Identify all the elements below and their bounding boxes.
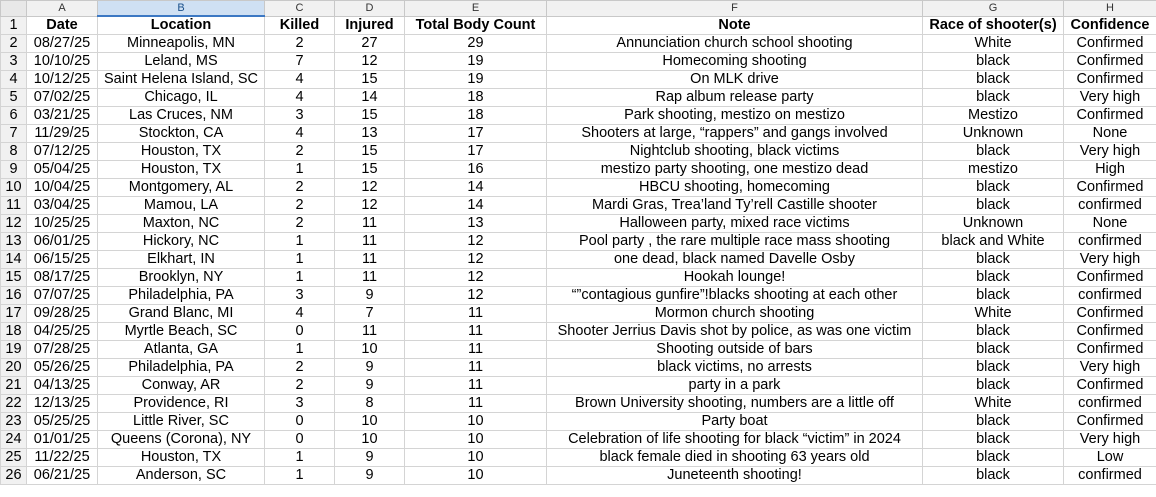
table-cell[interactable]: 06/15/25 <box>27 251 98 269</box>
table-cell[interactable]: HBCU shooting, homecoming <box>547 179 923 197</box>
table-cell[interactable]: Houston, TX <box>98 143 265 161</box>
table-cell[interactable]: Montgomery, AL <box>98 179 265 197</box>
table-cell[interactable]: Confirmed <box>1064 413 1156 431</box>
table-row <box>1 89 1156 107</box>
table-cell[interactable]: confirmed <box>1064 467 1156 485</box>
table-row <box>1 287 1156 305</box>
row-number[interactable]: 14 <box>1 251 27 269</box>
table-cell[interactable]: On MLK drive <box>547 71 923 89</box>
table-cell[interactable]: Shooter Jerrius Davis shot by police, as was one victim <box>547 323 923 341</box>
table-cell[interactable]: Atlanta, GA <box>98 341 265 359</box>
table-cell[interactable]: Hickory, NC <box>98 233 265 251</box>
table-cell[interactable]: 1 <box>265 467 335 485</box>
table-cell[interactable]: Confirmed <box>1064 305 1156 323</box>
table-cell[interactable]: Grand Blanc, MI <box>98 305 265 323</box>
table-cell[interactable]: black <box>923 359 1064 377</box>
table-row <box>1 305 1156 323</box>
table-cell[interactable]: 27 <box>335 35 405 53</box>
table-cell[interactable]: 07/28/25 <box>27 341 98 359</box>
table-row <box>1 377 1156 395</box>
table-cell[interactable]: 10 <box>335 413 405 431</box>
row-number[interactable]: 26 <box>1 467 27 485</box>
column-header-d[interactable]: D <box>335 1 405 17</box>
table-cell[interactable]: 13 <box>335 125 405 143</box>
row-number[interactable]: 21 <box>1 377 27 395</box>
header-cell[interactable]: Race of shooter(s) <box>923 16 1064 35</box>
table-cell[interactable]: Very high <box>1064 359 1156 377</box>
table-cell[interactable]: 10/10/25 <box>27 53 98 71</box>
table-cell[interactable]: None <box>1064 125 1156 143</box>
row-number[interactable]: 5 <box>1 89 27 107</box>
table-row <box>1 107 1156 125</box>
table-cell[interactable]: White <box>923 305 1064 323</box>
table-cell[interactable]: black and White <box>923 233 1064 251</box>
table-cell[interactable]: 19 <box>405 71 547 89</box>
table-cell[interactable]: 06/21/25 <box>27 467 98 485</box>
table-cell[interactable]: 03/21/25 <box>27 107 98 125</box>
header-row <box>1 16 1156 35</box>
table-cell[interactable]: 10 <box>405 449 547 467</box>
table-cell[interactable]: 12 <box>405 287 547 305</box>
table-cell[interactable]: 12 <box>335 197 405 215</box>
table-cell[interactable]: 15 <box>335 107 405 125</box>
table-cell[interactable]: 10 <box>335 431 405 449</box>
table-cell[interactable]: Confirmed <box>1064 269 1156 287</box>
table-cell[interactable]: 09/28/25 <box>27 305 98 323</box>
table-cell[interactable]: black <box>923 467 1064 485</box>
table-cell[interactable]: None <box>1064 215 1156 233</box>
row-number[interactable]: 24 <box>1 431 27 449</box>
table-cell[interactable]: Confirmed <box>1064 53 1156 71</box>
column-header-g[interactable]: G <box>923 1 1064 17</box>
table-cell[interactable]: black <box>923 341 1064 359</box>
table-cell[interactable]: 4 <box>265 125 335 143</box>
table-cell[interactable]: 14 <box>405 179 547 197</box>
table-cell[interactable]: 2 <box>265 377 335 395</box>
table-cell[interactable]: 7 <box>335 305 405 323</box>
table-cell[interactable]: Little River, SC <box>98 413 265 431</box>
table-cell[interactable]: Very high <box>1064 431 1156 449</box>
table-cell[interactable]: 9 <box>335 449 405 467</box>
table-cell[interactable]: Shooters at large, “rappers” and gangs involved <box>547 125 923 143</box>
table-cell[interactable]: 12 <box>335 53 405 71</box>
table-cell[interactable]: 04/25/25 <box>27 323 98 341</box>
table-cell[interactable]: mestizo party shooting, one mestizo dead <box>547 161 923 179</box>
table-row <box>1 161 1156 179</box>
table-cell[interactable]: Confirmed <box>1064 107 1156 125</box>
table-cell[interactable]: 08/27/25 <box>27 35 98 53</box>
table-cell[interactable]: black <box>923 53 1064 71</box>
table-row <box>1 215 1156 233</box>
table-cell[interactable]: Mestizo <box>923 107 1064 125</box>
table-cell[interactable]: Philadelphia, PA <box>98 287 265 305</box>
table-cell[interactable]: 3 <box>265 287 335 305</box>
header-cell[interactable]: Killed <box>265 16 335 35</box>
row-number[interactable]: 16 <box>1 287 27 305</box>
table-cell[interactable]: Stockton, CA <box>98 125 265 143</box>
table-cell[interactable]: Maxton, NC <box>98 215 265 233</box>
table-cell[interactable]: confirmed <box>1064 395 1156 413</box>
table-cell[interactable]: Juneteenth shooting! <box>547 467 923 485</box>
table-cell[interactable]: Queens (Corona), NY <box>98 431 265 449</box>
table-row <box>1 467 1156 485</box>
table-cell[interactable]: 29 <box>405 35 547 53</box>
table-cell[interactable]: 12 <box>335 179 405 197</box>
table-cell[interactable]: 1 <box>265 449 335 467</box>
table-cell[interactable]: 04/13/25 <box>27 377 98 395</box>
table-cell[interactable]: Confirmed <box>1064 323 1156 341</box>
table-cell[interactable]: Very high <box>1064 89 1156 107</box>
table-cell[interactable]: black <box>923 449 1064 467</box>
table-cell[interactable]: 2 <box>265 359 335 377</box>
table-row <box>1 197 1156 215</box>
table-cell[interactable]: Confirmed <box>1064 341 1156 359</box>
table-cell[interactable]: Brown University shooting, numbers are a little off <box>547 395 923 413</box>
table-cell[interactable]: 11 <box>405 323 547 341</box>
table-cell[interactable]: Celebration of life shooting for black “victim” in 2024 <box>547 431 923 449</box>
table-cell[interactable]: 3 <box>265 107 335 125</box>
table-cell[interactable]: Hookah lounge! <box>547 269 923 287</box>
table-cell[interactable]: 11 <box>405 341 547 359</box>
table-row <box>1 269 1156 287</box>
row-number[interactable]: 17 <box>1 305 27 323</box>
table-row <box>1 341 1156 359</box>
column-header-b[interactable]: B <box>98 1 265 17</box>
table-cell[interactable]: 2 <box>265 215 335 233</box>
table-cell[interactable]: mestizo <box>923 161 1064 179</box>
row-number[interactable]: 4 <box>1 71 27 89</box>
table-cell[interactable]: 11 <box>405 305 547 323</box>
table-row <box>1 233 1156 251</box>
table-cell[interactable]: 10 <box>405 413 547 431</box>
table-cell[interactable]: 4 <box>265 89 335 107</box>
table-cell[interactable]: 06/01/25 <box>27 233 98 251</box>
table-cell[interactable]: Brooklyn, NY <box>98 269 265 287</box>
table-cell[interactable]: Nightclub shooting, black victims <box>547 143 923 161</box>
header-cell[interactable]: Injured <box>335 16 405 35</box>
table-cell[interactable]: 10 <box>405 467 547 485</box>
table-cell[interactable]: Confirmed <box>1064 377 1156 395</box>
table-cell[interactable]: confirmed <box>1064 287 1156 305</box>
table-cell[interactable]: High <box>1064 161 1156 179</box>
table-cell[interactable]: 10/04/25 <box>27 179 98 197</box>
column-header-row <box>1 1 1156 17</box>
table-cell[interactable]: Confirmed <box>1064 71 1156 89</box>
table-cell[interactable]: 11 <box>405 395 547 413</box>
table-cell[interactable]: 18 <box>405 89 547 107</box>
table-cell[interactable]: black victims, no arrests <box>547 359 923 377</box>
table-cell[interactable]: 2 <box>265 179 335 197</box>
table-cell[interactable]: Philadelphia, PA <box>98 359 265 377</box>
table-cell[interactable]: 0 <box>265 413 335 431</box>
table-cell[interactable]: black <box>923 413 1064 431</box>
table-cell[interactable]: 11/22/25 <box>27 449 98 467</box>
table-cell[interactable]: 11 <box>335 233 405 251</box>
table-cell[interactable]: 01/01/25 <box>27 431 98 449</box>
column-header-e[interactable]: E <box>405 1 547 17</box>
row-number[interactable]: 12 <box>1 215 27 233</box>
row-number[interactable]: 13 <box>1 233 27 251</box>
row-number[interactable]: 7 <box>1 125 27 143</box>
table-cell[interactable]: Confirmed <box>1064 179 1156 197</box>
table-cell[interactable]: Pool party , the rare multiple race mass shooting <box>547 233 923 251</box>
table-cell[interactable]: Unknown <box>923 215 1064 233</box>
table-cell[interactable]: 10 <box>335 341 405 359</box>
header-cell[interactable]: Note <box>547 16 923 35</box>
table-cell[interactable]: black <box>923 179 1064 197</box>
table-cell[interactable]: 14 <box>405 197 547 215</box>
table-cell[interactable]: black <box>923 197 1064 215</box>
table-cell[interactable]: 9 <box>335 287 405 305</box>
table-cell[interactable]: 0 <box>265 431 335 449</box>
table-cell[interactable]: 0 <box>265 323 335 341</box>
table-cell[interactable]: Chicago, IL <box>98 89 265 107</box>
table-cell[interactable]: 15 <box>335 161 405 179</box>
column-header-a[interactable]: A <box>27 1 98 17</box>
table-row <box>1 53 1156 71</box>
table-cell[interactable]: 1 <box>265 161 335 179</box>
table-cell[interactable]: black <box>923 287 1064 305</box>
header-cell[interactable]: Date <box>27 16 98 35</box>
row-number[interactable]: 23 <box>1 413 27 431</box>
table-cell[interactable]: 05/25/25 <box>27 413 98 431</box>
table-cell[interactable]: Very high <box>1064 251 1156 269</box>
table-cell[interactable]: Minneapolis, MN <box>98 35 265 53</box>
table-cell[interactable]: Annunciation church school shooting <box>547 35 923 53</box>
row-number[interactable]: 2 <box>1 35 27 53</box>
row-number[interactable]: 6 <box>1 107 27 125</box>
table-row <box>1 395 1156 413</box>
table-cell[interactable]: 11 <box>335 269 405 287</box>
row-number[interactable]: 19 <box>1 341 27 359</box>
table-cell[interactable]: 07/12/25 <box>27 143 98 161</box>
column-header-c[interactable]: C <box>265 1 335 17</box>
table-cell[interactable]: White <box>923 395 1064 413</box>
table-cell[interactable]: 11 <box>335 323 405 341</box>
table-cell[interactable]: black <box>923 89 1064 107</box>
column-header-h[interactable]: H <box>1064 1 1156 17</box>
table-cell[interactable]: Mormon church shooting <box>547 305 923 323</box>
table-cell[interactable]: Providence, RI <box>98 395 265 413</box>
table-cell[interactable]: 10/25/25 <box>27 215 98 233</box>
table-cell[interactable]: black <box>923 323 1064 341</box>
table-cell[interactable]: black <box>923 431 1064 449</box>
table-cell[interactable]: 07/02/25 <box>27 89 98 107</box>
table-cell[interactable]: one dead, black named Davelle Osby <box>547 251 923 269</box>
table-cell[interactable]: 12 <box>405 233 547 251</box>
table-cell[interactable]: 12 <box>405 269 547 287</box>
table-cell[interactable]: black <box>923 269 1064 287</box>
row-number[interactable]: 15 <box>1 269 27 287</box>
table-cell[interactable]: Low <box>1064 449 1156 467</box>
table-cell[interactable]: 1 <box>265 233 335 251</box>
table-cell[interactable]: 18 <box>405 107 547 125</box>
header-cell[interactable]: Total Body Count <box>405 16 547 35</box>
table-cell[interactable]: Halloween party, mixed race victims <box>547 215 923 233</box>
table-cell[interactable]: 1 <box>265 269 335 287</box>
table-cell[interactable]: Houston, TX <box>98 449 265 467</box>
table-cell[interactable]: Leland, MS <box>98 53 265 71</box>
table-cell[interactable]: Homecoming shooting <box>547 53 923 71</box>
table-cell[interactable]: Saint Helena Island, SC <box>98 71 265 89</box>
table-cell[interactable]: Confirmed <box>1064 35 1156 53</box>
table-cell[interactable]: Shooting outside of bars <box>547 341 923 359</box>
row-number[interactable]: 3 <box>1 53 27 71</box>
table-cell[interactable]: Very high <box>1064 143 1156 161</box>
table-cell[interactable]: 17 <box>405 143 547 161</box>
table-cell[interactable]: 8 <box>335 395 405 413</box>
table-row <box>1 71 1156 89</box>
table-cell[interactable]: 16 <box>405 161 547 179</box>
table-cell[interactable]: black <box>923 71 1064 89</box>
table-row <box>1 143 1156 161</box>
table-cell[interactable]: 19 <box>405 53 547 71</box>
table-cell[interactable]: 05/26/25 <box>27 359 98 377</box>
table-cell[interactable]: confirmed <box>1064 233 1156 251</box>
table-cell[interactable]: 13 <box>405 215 547 233</box>
table-cell[interactable]: Houston, TX <box>98 161 265 179</box>
table-cell[interactable]: 12 <box>405 251 547 269</box>
table-cell[interactable]: 11/29/25 <box>27 125 98 143</box>
table-cell[interactable]: 11 <box>405 359 547 377</box>
header-cell[interactable]: Location <box>98 16 265 35</box>
table-row <box>1 431 1156 449</box>
table-cell[interactable]: 2 <box>265 143 335 161</box>
table-cell[interactable]: Anderson, SC <box>98 467 265 485</box>
table-cell[interactable]: Park shooting, mestizo on mestizo <box>547 107 923 125</box>
table-cell[interactable]: Unknown <box>923 125 1064 143</box>
table-cell[interactable]: 11 <box>405 377 547 395</box>
table-cell[interactable]: black female died in shooting 63 years old <box>547 449 923 467</box>
table-cell[interactable]: “”contagious gunfire”!blacks shooting at each other <box>547 287 923 305</box>
row-number[interactable]: 11 <box>1 197 27 215</box>
table-cell[interactable]: black <box>923 143 1064 161</box>
table-row <box>1 179 1156 197</box>
row-number[interactable]: 8 <box>1 143 27 161</box>
table-cell[interactable]: 11 <box>335 251 405 269</box>
table-cell[interactable]: 03/04/25 <box>27 197 98 215</box>
table-cell[interactable]: Las Cruces, NM <box>98 107 265 125</box>
table-row <box>1 413 1156 431</box>
table-cell[interactable]: Mardi Gras, Trea’land Ty’rell Castille shooter <box>547 197 923 215</box>
table-cell[interactable]: confirmed <box>1064 197 1156 215</box>
table-cell[interactable]: Rap album release party <box>547 89 923 107</box>
table-cell[interactable]: Mamou, LA <box>98 197 265 215</box>
select-all-corner[interactable] <box>1 1 27 17</box>
table-cell[interactable]: 4 <box>265 305 335 323</box>
table-row <box>1 125 1156 143</box>
table-cell[interactable]: 7 <box>265 53 335 71</box>
sheet-body <box>1 16 1156 485</box>
table-cell[interactable]: 08/17/25 <box>27 269 98 287</box>
table-row <box>1 251 1156 269</box>
row-number[interactable]: 18 <box>1 323 27 341</box>
table-cell[interactable]: Party boat <box>547 413 923 431</box>
table-cell[interactable]: 3 <box>265 395 335 413</box>
table-cell[interactable]: 1 <box>265 251 335 269</box>
row-number[interactable]: 20 <box>1 359 27 377</box>
table-cell[interactable]: 10 <box>405 431 547 449</box>
table-cell[interactable]: 11 <box>335 215 405 233</box>
row-number[interactable]: 10 <box>1 179 27 197</box>
table-cell[interactable]: Myrtle Beach, SC <box>98 323 265 341</box>
table-cell[interactable]: 05/04/25 <box>27 161 98 179</box>
row-number[interactable]: 25 <box>1 449 27 467</box>
header-cell[interactable]: Confidence <box>1064 16 1156 35</box>
table-cell[interactable]: 10/12/25 <box>27 71 98 89</box>
table-row <box>1 449 1156 467</box>
table-cell[interactable]: Elkhart, IN <box>98 251 265 269</box>
table-cell[interactable]: party in a park <box>547 377 923 395</box>
row-number[interactable]: 9 <box>1 161 27 179</box>
table-cell[interactable]: Conway, AR <box>98 377 265 395</box>
table-cell[interactable]: 2 <box>265 197 335 215</box>
table-row <box>1 323 1156 341</box>
table-cell[interactable]: 15 <box>335 143 405 161</box>
table-cell[interactable]: 07/07/25 <box>27 287 98 305</box>
table-cell[interactable]: 12/13/25 <box>27 395 98 413</box>
row-number-1[interactable]: 1 <box>1 16 27 35</box>
table-cell[interactable]: 9 <box>335 467 405 485</box>
table-cell[interactable]: White <box>923 35 1064 53</box>
table-cell[interactable]: 4 <box>265 71 335 89</box>
table-row <box>1 359 1156 377</box>
table-cell[interactable]: 9 <box>335 377 405 395</box>
table-cell[interactable]: 9 <box>335 359 405 377</box>
table-cell[interactable]: black <box>923 377 1064 395</box>
row-number[interactable]: 22 <box>1 395 27 413</box>
table-cell[interactable]: 17 <box>405 125 547 143</box>
table-cell[interactable]: 1 <box>265 341 335 359</box>
column-header-f[interactable]: F <box>547 1 923 17</box>
table-cell[interactable]: 14 <box>335 89 405 107</box>
table-cell[interactable]: 15 <box>335 71 405 89</box>
table-cell[interactable]: black <box>923 251 1064 269</box>
table-cell[interactable]: 2 <box>265 35 335 53</box>
table-row <box>1 35 1156 53</box>
